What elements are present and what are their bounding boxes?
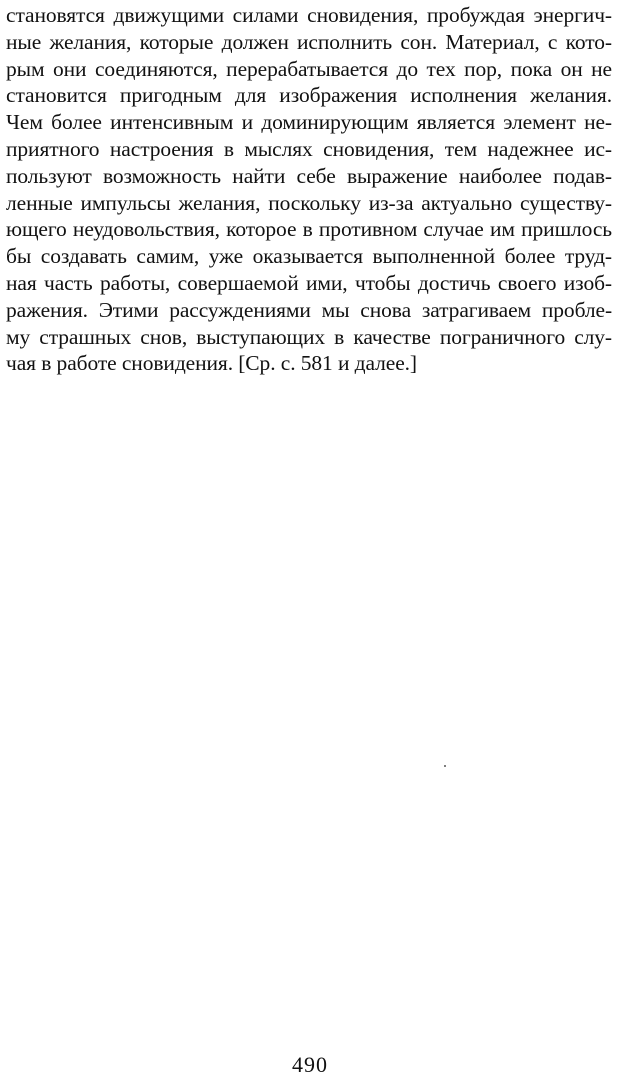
text-line: пользуют возможность найти себе выражение наиболее подав- xyxy=(6,163,612,188)
text-line: становятся движущими силами сновидения, пробуждая энергич- xyxy=(6,3,612,27)
scan-speck xyxy=(444,765,446,767)
text-line: му страшных снов, выступающих в качестве пограничного слу- xyxy=(6,324,612,349)
text-line: становится пригодным для изображения исполнения желания. xyxy=(6,83,612,108)
page-number: 490 xyxy=(292,1052,328,1077)
text-line: ные желания, которые должен исполнить сон. Материал, с кото- xyxy=(6,29,612,54)
text-line: Чем более интенсивным и доминирующим является элемент не- xyxy=(6,110,612,135)
text-line: ражения. Этими рассуждениями мы снова затрагиваем пробле- xyxy=(6,297,612,322)
text-line: ная часть работы, совершаемой ими, чтобы достичь своего изоб- xyxy=(6,270,612,295)
text-line: ющего неудовольствия, которое в противном случае им пришлось xyxy=(6,217,612,242)
text-line: рым они соединяются, перерабатывается до тех пор, пока он не xyxy=(6,56,612,81)
text-line: ленные импульсы желания, поскольку из-за актуально существу- xyxy=(6,190,612,215)
text-line: чая в работе сновидения. [Ср. с. 581 и далее.] xyxy=(6,351,417,376)
text-line: приятного настроения в мыслях сновидения, тем надежнее ис- xyxy=(6,136,612,161)
body-paragraph xyxy=(6,2,612,377)
text-line: бы создавать самим, уже оказывается выполненной более труд- xyxy=(6,244,612,269)
